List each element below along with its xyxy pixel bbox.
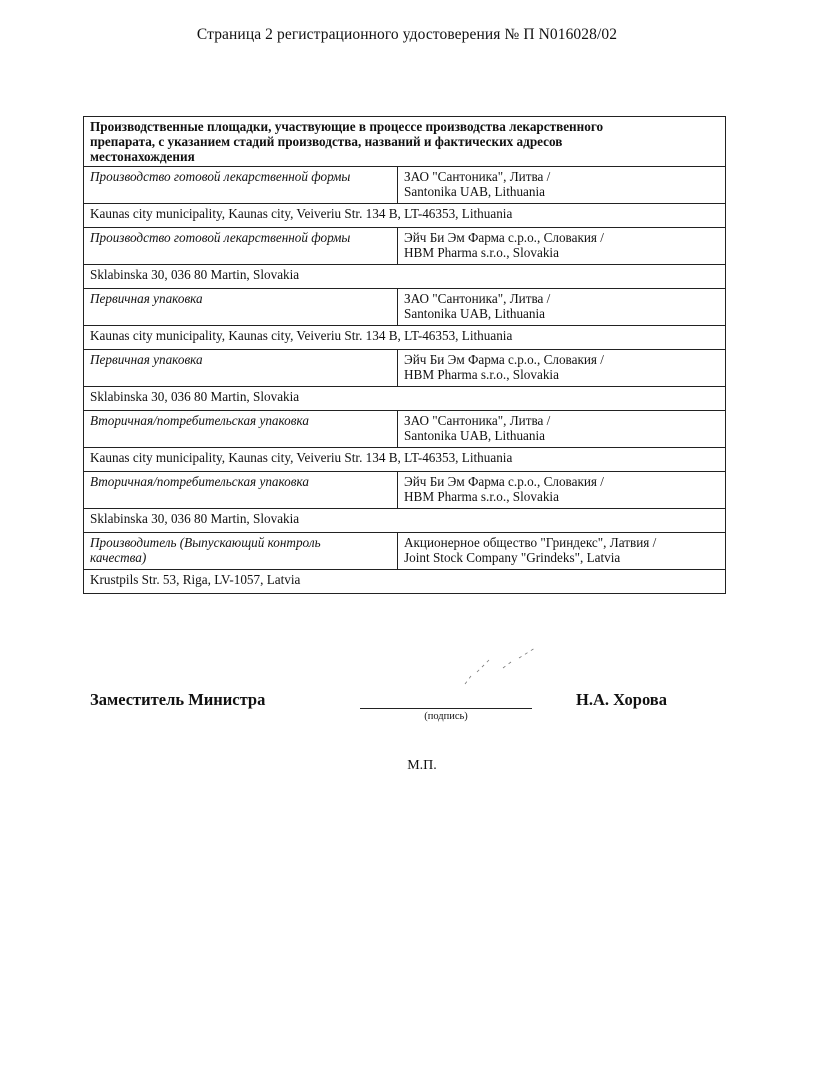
table-header-row xyxy=(84,117,726,167)
stage-text: Первичная упаковка xyxy=(90,352,203,367)
company-cell xyxy=(398,411,726,448)
company-cell xyxy=(398,228,726,265)
stage-text: Первичная упаковка xyxy=(90,291,203,306)
signature-scribble xyxy=(455,646,545,688)
address-cell: Kaunas city municipality, Kaunas city, Veiveriu Str. 134 B, LT-46353, Lithuania xyxy=(84,204,726,228)
table-row xyxy=(84,509,726,533)
address-cell: Krustpils Str. 53, Riga, LV-1057, Latvia xyxy=(84,570,726,594)
stage-text: Вторичная/потребительская упаковка xyxy=(90,474,309,489)
address-cell: Sklabinska 30, 036 80 Martin, Slovakia xyxy=(84,265,726,289)
table-row xyxy=(84,326,726,350)
company-cell xyxy=(398,167,726,204)
company-cell xyxy=(398,472,726,509)
table-header-cell xyxy=(84,117,726,167)
stage-text: Производитель (Выпускающий контроль xyxy=(90,535,321,550)
table-header-line: местонахождения xyxy=(90,149,195,164)
stage-cell xyxy=(84,472,398,509)
table-row xyxy=(84,448,726,472)
table-row xyxy=(84,387,726,411)
table-row xyxy=(84,350,726,387)
company-cell xyxy=(398,533,726,570)
stage-cell xyxy=(84,533,398,570)
table-row xyxy=(84,472,726,509)
stamp-mark: М.П. xyxy=(407,758,437,773)
address-cell: Sklabinska 30, 036 80 Martin, Slovakia xyxy=(84,509,726,533)
address-cell: Kaunas city municipality, Kaunas city, Veiveriu Str. 134 B, LT-46353, Lithuania xyxy=(84,326,726,350)
table-row xyxy=(84,289,726,326)
stage-text: Производство готовой лекарственной формы xyxy=(90,169,351,184)
stage-cell xyxy=(84,167,398,204)
company-text: HBM Pharma s.r.o., Slovakia xyxy=(404,489,559,504)
company-text: Эйч Би Эм Фарма с.р.о., Словакия / xyxy=(404,230,604,245)
table-row xyxy=(84,533,726,570)
table-row xyxy=(84,167,726,204)
signature-line xyxy=(360,708,532,709)
company-text: Эйч Би Эм Фарма с.р.о., Словакия / xyxy=(404,474,604,489)
company-text: Акционерное общество "Гриндекс", Латвия / xyxy=(404,535,657,550)
company-text: ЗАО "Сантоника", Литва / xyxy=(404,291,551,306)
company-cell xyxy=(398,289,726,326)
signatory-name: Н.А. Хорова xyxy=(576,690,667,709)
company-text: HBM Pharma s.r.o., Slovakia xyxy=(404,367,559,382)
address-cell: Sklabinska 30, 036 80 Martin, Slovakia xyxy=(84,387,726,411)
stage-text: качества) xyxy=(90,550,147,565)
table-header-line: препарата, с указанием стадий производства, названий и фактических адресов xyxy=(90,134,563,149)
production-sites-table xyxy=(83,116,726,594)
company-text: Эйч Би Эм Фарма с.р.о., Словакия / xyxy=(404,352,604,367)
company-text: Joint Stock Company "Grindeks", Latvia xyxy=(404,550,621,565)
table-row xyxy=(84,204,726,228)
stage-text: Вторичная/потребительская упаковка xyxy=(90,413,309,428)
company-text: Santonika UAB, Lithuania xyxy=(404,184,546,199)
stage-cell xyxy=(84,289,398,326)
stage-text: Производство готовой лекарственной формы xyxy=(90,230,351,245)
company-text: ЗАО "Сантоника", Литва / xyxy=(404,413,551,428)
table-row xyxy=(84,570,726,594)
company-text: Santonika UAB, Lithuania xyxy=(404,306,546,321)
table-header-line: Производственные площадки, участвующие в процессе производства лекарственного xyxy=(90,119,604,134)
signature-caption: (подпись) xyxy=(424,711,468,722)
company-cell xyxy=(398,350,726,387)
stage-cell xyxy=(84,228,398,265)
company-text: HBM Pharma s.r.o., Slovakia xyxy=(404,245,559,260)
stage-cell xyxy=(84,411,398,448)
table-row xyxy=(84,228,726,265)
page-header: Страница 2 регистрационного удостоверения № П N016028/02 xyxy=(196,26,618,43)
table-row xyxy=(84,411,726,448)
signatory-position: Заместитель Министра xyxy=(90,690,266,709)
table-row xyxy=(84,265,726,289)
stage-cell xyxy=(84,350,398,387)
company-text: Santonika UAB, Lithuania xyxy=(404,428,546,443)
address-cell: Kaunas city municipality, Kaunas city, Veiveriu Str. 134 B, LT-46353, Lithuania xyxy=(84,448,726,472)
company-text: ЗАО "Сантоника", Литва / xyxy=(404,169,551,184)
